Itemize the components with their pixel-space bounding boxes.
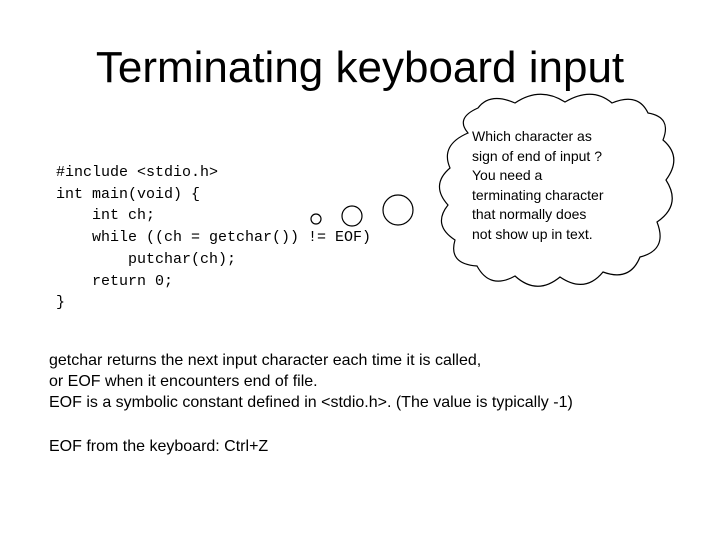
code-line: #include <stdio.h> — [56, 164, 219, 181]
thought-dot-medium — [342, 206, 362, 226]
thought-bubble-line: You need a — [472, 167, 543, 183]
thought-dot-small — [311, 214, 321, 224]
thought-bubble-line: sign of end of input ? — [472, 147, 602, 164]
thought-bubble-line: terminating character — [472, 186, 604, 203]
code-line: } — [56, 294, 66, 312]
thought-bubble-line: not show up in text. — [472, 225, 593, 242]
explanation-text — [49, 350, 573, 413]
explanation-line: or EOF when it encounters end of file. — [49, 373, 318, 390]
thought-dot-large — [383, 195, 413, 225]
code-line: return 0; — [56, 272, 174, 290]
explanation-line: EOF is a symbolic constant defined in <stdio.h>. (The value is typically -1) — [49, 394, 573, 411]
thought-bubble-text — [472, 127, 637, 244]
slide-title: Terminating keyboard input — [95, 43, 625, 92]
thought-bubble-line: that normally does — [472, 206, 587, 222]
code-line: int ch; — [56, 207, 156, 225]
thought-bubble-line: Which character as — [472, 128, 592, 144]
explanation-line: getchar returns the next input character each time it is called, — [49, 352, 482, 369]
code-line: putchar(ch); — [56, 250, 237, 268]
code-line: while ((ch = getchar()) != EOF) — [56, 229, 372, 247]
code-line: int main(void) { — [56, 185, 201, 203]
eof-keyboard-note: EOF from the keyboard: Ctrl+Z — [49, 438, 269, 455]
